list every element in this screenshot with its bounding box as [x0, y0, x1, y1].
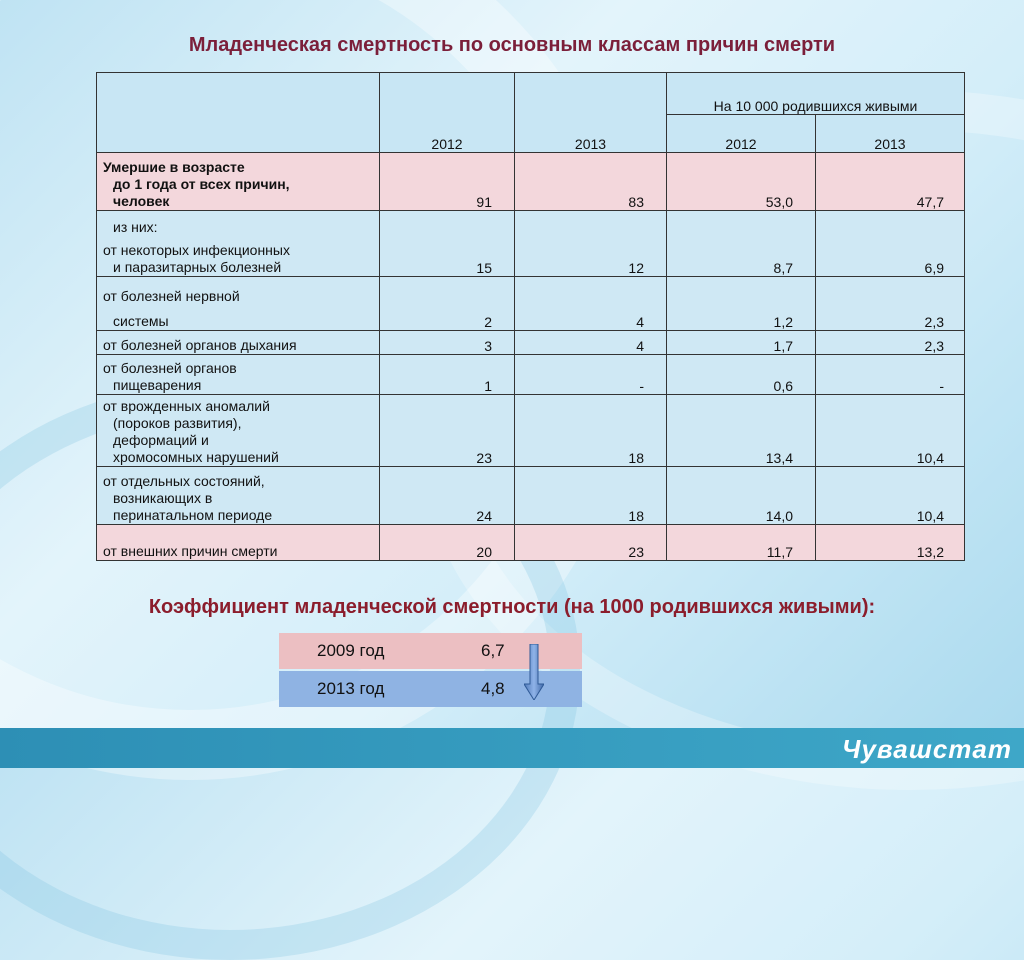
header-rate-2013: 2013 [816, 115, 965, 153]
table-row [97, 277, 965, 331]
coefficient-value: 4,8 [481, 679, 505, 698]
row-label: от врожденных аномалий (пороков развития), деформаций и хромосомных нарушений [97, 395, 380, 467]
row-label: от болезней органов пищеварения [97, 355, 380, 395]
mortality-table [96, 72, 965, 561]
brand-logo: Чувашстат [842, 734, 1012, 764]
coefficient-year: 2009 год [317, 641, 385, 660]
cell: - [816, 355, 965, 395]
page-title: Младенческая смертность по основным классам причин смерти [188, 34, 836, 56]
coefficient-value: 6,7 [481, 641, 505, 660]
row-label: от отдельных состояний, возникающих в перинатальном периоде [97, 467, 380, 525]
cell: 47,7 [816, 153, 965, 211]
coefficient-year: 2013 год [317, 679, 385, 698]
header-rate-2012: 2012 [667, 115, 816, 153]
row-label: от внешних причин смерти [97, 525, 380, 561]
cell: 10,4 [816, 395, 965, 467]
cell: 15 [380, 211, 515, 277]
footer-bar [0, 728, 1024, 768]
coefficient-title: Коэффициент младенческой смертности (на 1000 родившихся живыми): [148, 596, 876, 618]
table-row [97, 355, 965, 395]
table-row [97, 211, 965, 277]
cell: 24 [380, 467, 515, 525]
row-label: Умершие в возрасте до 1 года от всех причин, человек [97, 153, 380, 211]
cell: 1,7 [667, 331, 816, 355]
arrow-down-icon [524, 644, 544, 700]
cell: 11,7 [667, 525, 816, 561]
cell: 14,0 [667, 467, 816, 525]
cell: 13,4 [667, 395, 816, 467]
table-row [97, 525, 965, 561]
cell: 4 [515, 331, 667, 355]
cell: 83 [515, 153, 667, 211]
cell: 18 [515, 395, 667, 467]
cell: - [515, 355, 667, 395]
table-row [97, 331, 965, 355]
cell: 12 [515, 211, 667, 277]
cell: 23 [380, 395, 515, 467]
header-rate-group: На 10 000 родившихся живыми [667, 73, 965, 115]
cell: 2,3 [816, 277, 965, 331]
header-empty-cell [97, 73, 380, 153]
header-2012: 2012 [380, 73, 515, 153]
row-label: от болезней органов дыхания [97, 331, 380, 355]
table-row [97, 395, 965, 467]
cell: 13,2 [816, 525, 965, 561]
cell: 20 [380, 525, 515, 561]
cell: 6,9 [816, 211, 965, 277]
table-row [97, 153, 965, 211]
cell: 0,6 [667, 355, 816, 395]
cell: 18 [515, 467, 667, 525]
table-row [97, 467, 965, 525]
cell: 91 [380, 153, 515, 211]
cell: 23 [515, 525, 667, 561]
cell: 4 [515, 277, 667, 331]
header-2013: 2013 [515, 73, 667, 153]
cell: 1 [380, 355, 515, 395]
cell: 8,7 [667, 211, 816, 277]
cell: 10,4 [816, 467, 965, 525]
cell: 53,0 [667, 153, 816, 211]
cell: 2 [380, 277, 515, 331]
cell: 1,2 [667, 277, 816, 331]
row-label: от болезней нервной системы [97, 277, 380, 331]
cell: 2,3 [816, 331, 965, 355]
row-label: из них: от некоторых инфекционных и паразитарных болезней [97, 211, 380, 277]
cell: 3 [380, 331, 515, 355]
